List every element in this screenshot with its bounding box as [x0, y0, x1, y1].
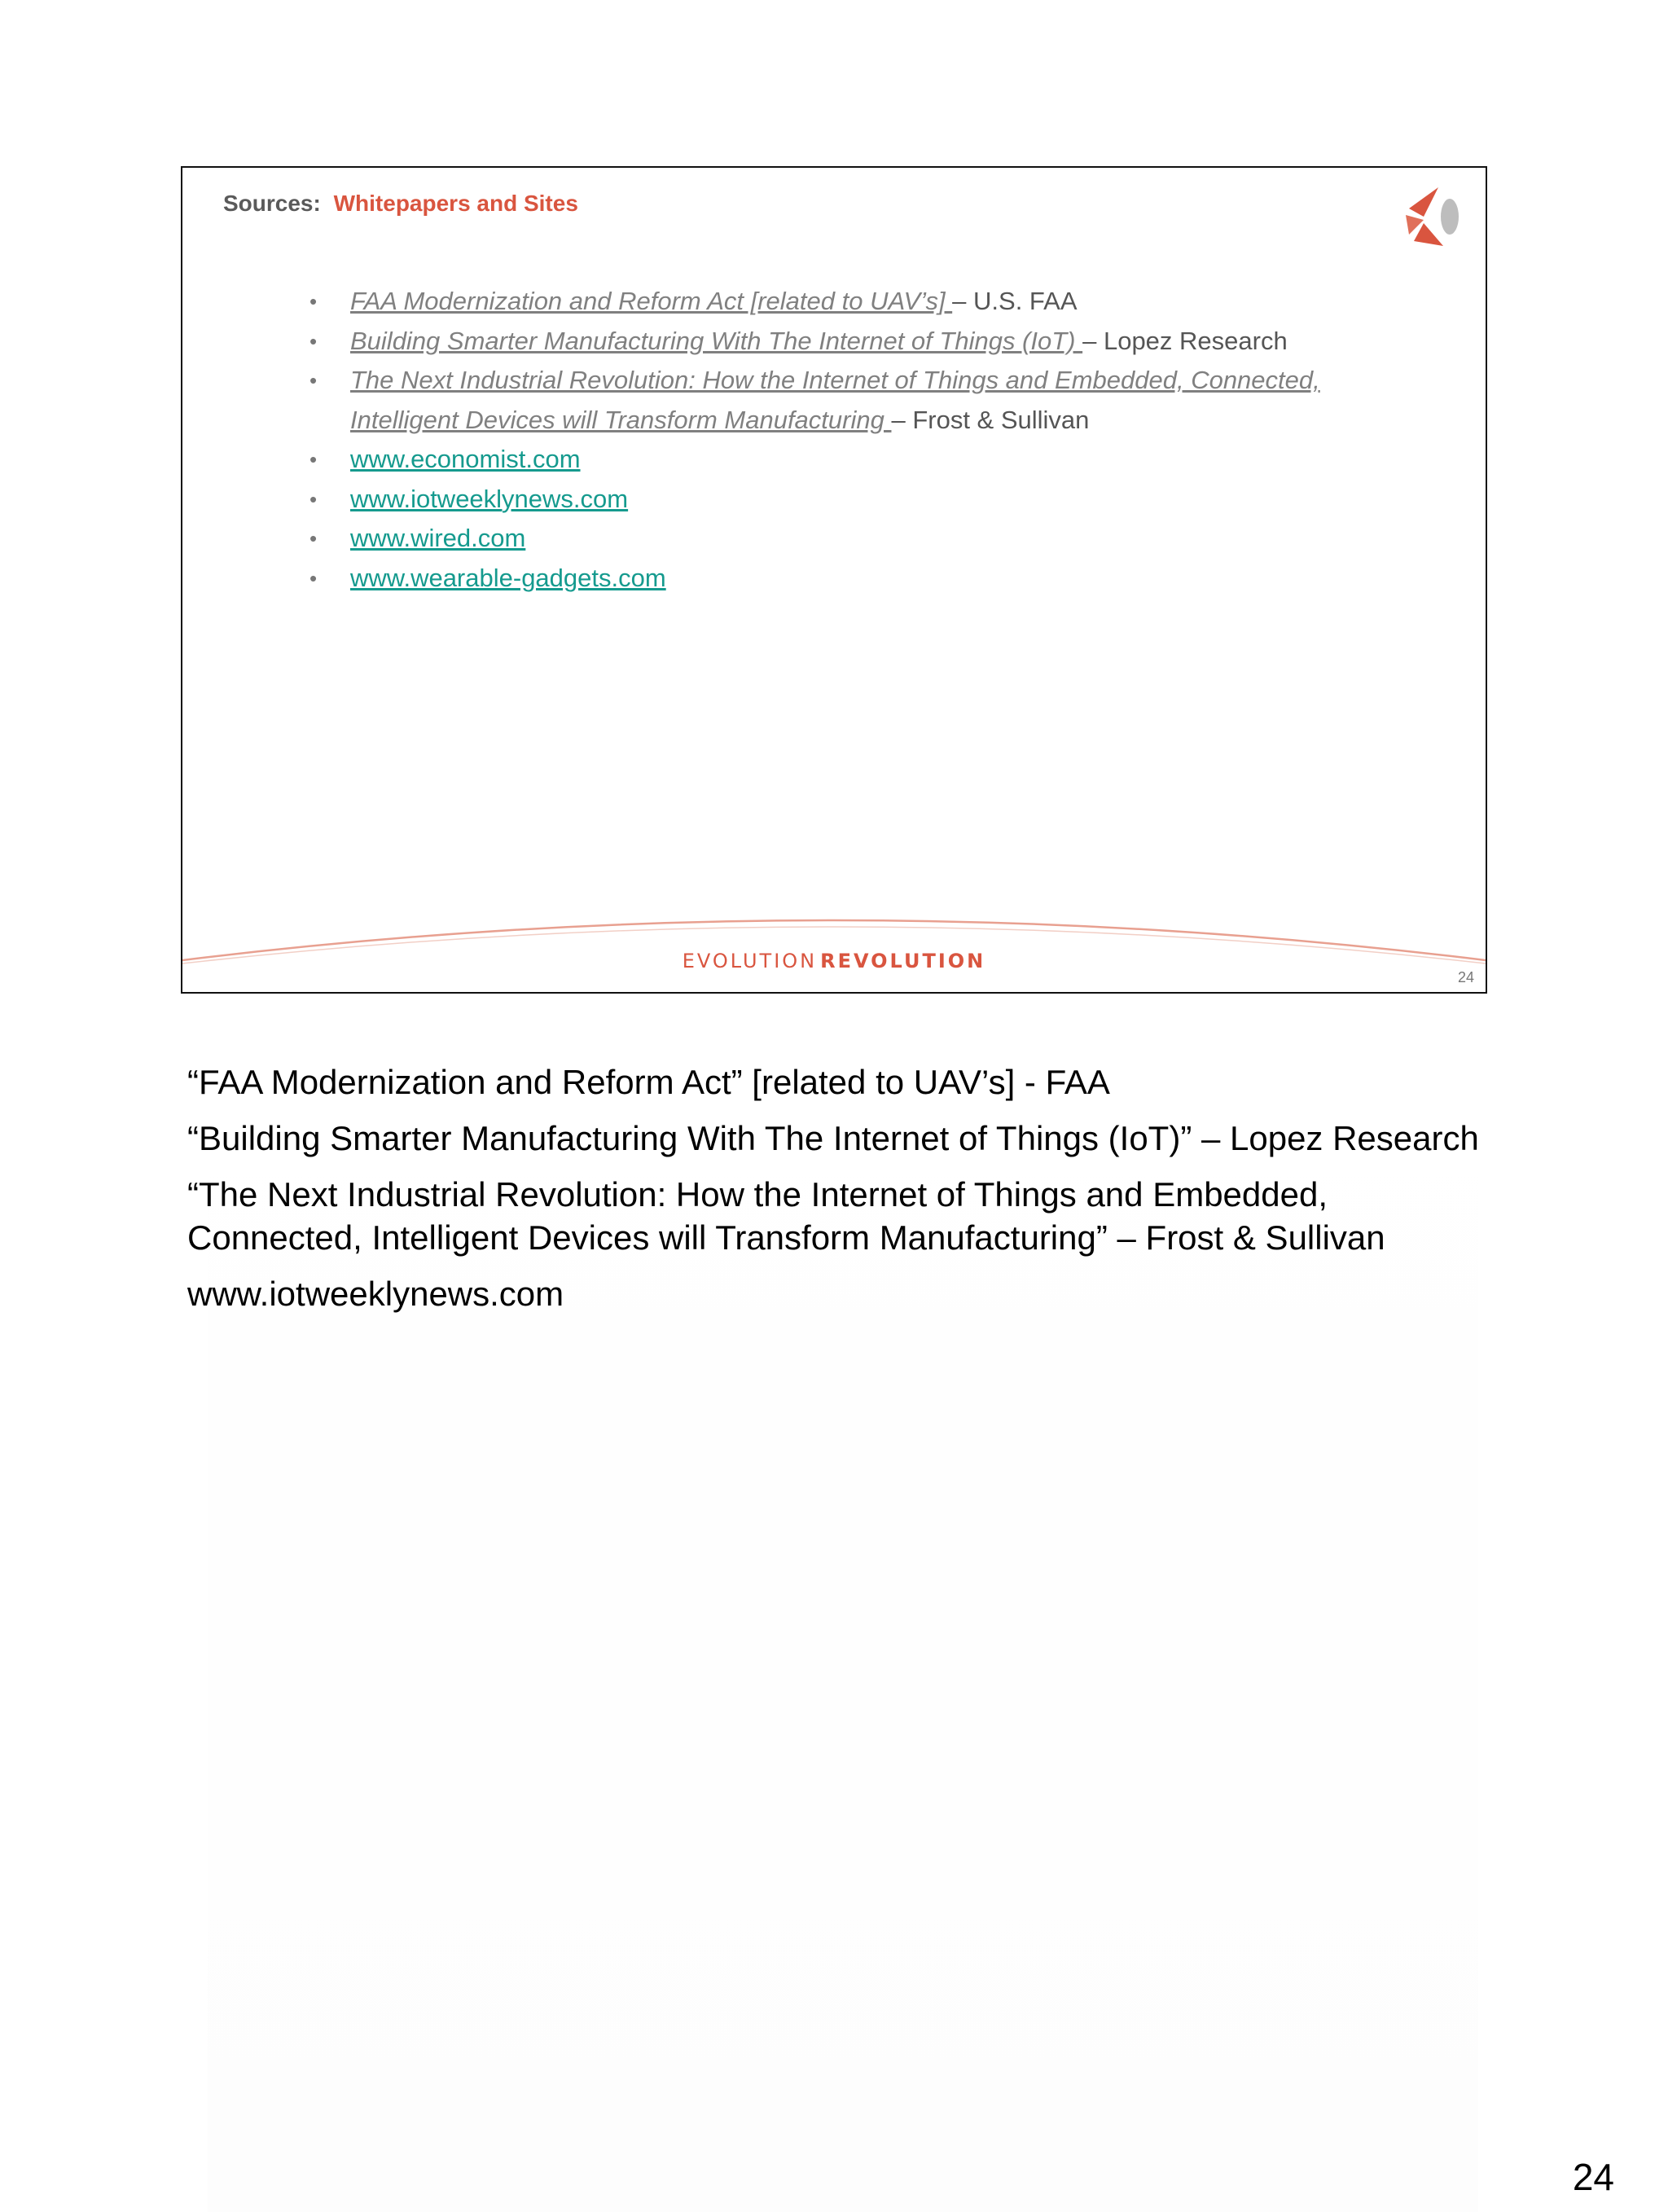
speaker-notes [187, 1060, 1490, 1328]
source-author: – U.S. FAA [952, 287, 1078, 315]
site-item [309, 519, 1385, 559]
brand-wordmark [182, 950, 1486, 972]
slide-title [223, 191, 578, 217]
source-item [309, 282, 1385, 322]
note-line: “Building Smarter Manufacturing With The Internet of Things (IoT)” – Lopez Research [187, 1119, 1479, 1157]
page-number: 24 [1572, 2156, 1614, 2198]
source-author: – Frost & Sullivan [891, 405, 1090, 434]
site-item [309, 440, 1385, 480]
brand-part-2: REVOLUTION [820, 950, 986, 972]
site-item [309, 559, 1385, 599]
slide-title-prefix: Sources: [223, 191, 321, 216]
slide-number: 24 [1457, 969, 1474, 985]
source-author: – Lopez Research [1082, 326, 1288, 355]
slide-title-accent: Whitepapers and Sites [333, 191, 578, 216]
source-title-link[interactable]: FAA Modernization and Reform Act [related to UAV’s] [350, 287, 953, 315]
slide-thumbnail [181, 166, 1487, 994]
source-title-link[interactable]: Building Smarter Manufacturing With The Internet of Things (IoT) [350, 326, 1083, 355]
company-logo-icon [1402, 184, 1461, 249]
brand-part-1: EVOLUTION [682, 950, 818, 972]
note-line: www.iotweeklynews.com [187, 1275, 564, 1313]
source-title-link[interactable]: The Next Industrial Revolution: How the Internet of Things and Embedded, Connected, Intelligent Devices will Transform Manufacturing [350, 366, 1320, 434]
note-line: “FAA Modernization and Reform Act” [related to UAV’s] - FAA [187, 1063, 1110, 1101]
site-link[interactable]: www.iotweeklynews.com [350, 484, 629, 513]
site-item [309, 480, 1385, 520]
site-link[interactable]: www.economist.com [350, 445, 581, 473]
source-list [309, 282, 1385, 598]
source-item [309, 322, 1385, 362]
source-item [309, 361, 1385, 440]
note-line: “The Next Industrial Revolution: How the Internet of Things and Embedded, Connected, Intelligent Devices will Transform Manufacturing” – Frost & Sullivan [187, 1175, 1385, 1257]
site-link[interactable]: www.wired.com [350, 524, 526, 552]
site-link[interactable]: www.wearable-gadgets.com [350, 563, 666, 592]
